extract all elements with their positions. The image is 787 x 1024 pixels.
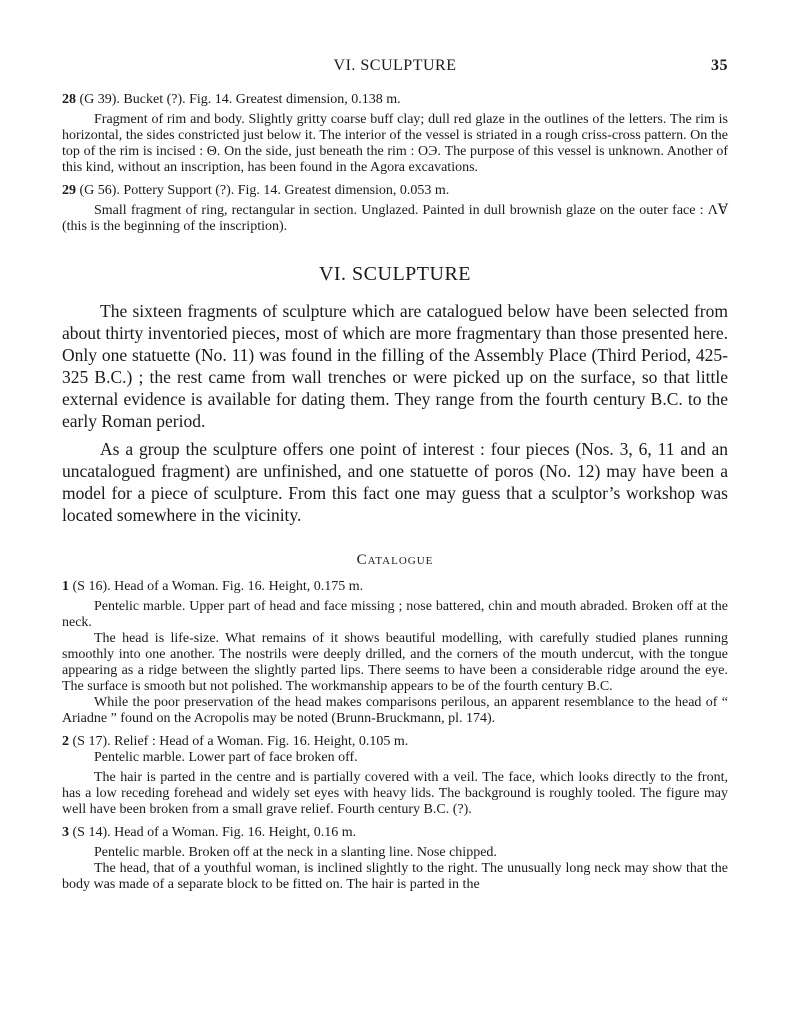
entry-heading-text: (S 14). Head of a Woman. Fig. 16. Height, 0.16 m. [69, 825, 357, 840]
entry-paragraph: The head is life-size. What remains of it shows beautiful modelling, with carefully studied planes running smoothly into one another. The nostrils were deeply drilled, and the corners of the mouth undercut, with the tongue appearing as a ridge between the slightly parted lips. There seems to have been a considerable ridge around the eye. The surface is smooth but not polished. The workmanship appears to be of the fourth century B.C. [62, 631, 728, 694]
entry-number: 28 [62, 92, 76, 107]
entry-heading [62, 183, 728, 199]
entry-paragraph: Pentelic marble. Upper part of head and face missing ; nose battered, chin and mouth abraded. Broken off at the neck. [62, 599, 728, 630]
entry-paragraph: The hair is parted in the centre and is partially covered with a veil. The face, which looks directly to the front, has a low receding forehead and widely set eyes with heavy lids. The background is roughly tooled. The figure may well have been broken from a small grave relief. Fourth century B.C. (?). [62, 770, 728, 817]
catalogue-entry-heading [62, 825, 728, 841]
entry-number: 29 [62, 183, 76, 198]
entry-paragraph: Fragment of rim and body. Slightly gritty coarse buff clay; dull red glaze in the outlines of the letters. The rim is horizontal, the sides constricted just below it. The interior of the vessel is striated in a rough criss-cross pattern. On the top of the rim is incised : Θ. On the side, just beneath the rim : OЭ. The purpose of this vessel is unknown. Another of this kind, without an inscription, has been found in the Agora excavations. [62, 112, 728, 175]
intro-paragraph: The sixteen fragments of sculpture which are catalogued below have been selected from about thirty inventoried pieces, most of which are more fragmentary than those presented here. Only one statuette (No. 11) was found in the filling of the Assembly Place (Third Period, 425-325 B.C.) ; the rest came from wall trenches or were picked up on the surface, so that little external evidence is available for dating them. They range from the fourth century B.C. to the early Roman period. [62, 301, 728, 431]
entry-number: 2 [62, 734, 69, 749]
entry-number: 1 [62, 579, 69, 594]
entry-number: 3 [62, 825, 69, 840]
entry-heading-text: (G 56). Pottery Support (?). Fig. 14. Greatest dimension, 0.053 m. [76, 183, 450, 198]
catalogue-heading: Catalogue [356, 552, 434, 568]
catalogue-entry-heading [62, 579, 728, 595]
section-title: VI. SCULPTURE [318, 263, 472, 285]
entry-heading-text: (G 39). Bucket (?). Fig. 14. Greatest dimension, 0.138 m. [76, 92, 401, 107]
running-header [62, 57, 728, 77]
running-title: VI. SCULPTURE [333, 57, 457, 74]
entry-paragraph: While the poor preservation of the head makes comparisons perilous, an apparent resemblance to the head of “ Ariadne ” found on the Acropolis may be noted (Brunn-Bruckmann, pl. 174). [62, 695, 728, 726]
page-number: 35 [711, 57, 728, 74]
catalogue-entry-heading [62, 734, 728, 750]
intro-paragraph: As a group the sculpture offers one point of interest : four pieces (Nos. 3, 6, 11 and an uncatalogued fragment) are unfinished, and one statuette of poros (No. 12) may have been a model for a piece of sculpture. From this fact one may guess that a sculptor’s workshop was located somewhere in the vicinity. [62, 439, 728, 525]
page-content [62, 92, 728, 893]
entry-paragraph: The head, that of a youthful woman, is inclined slightly to the right. The unusually long neck may show that the body was made of a separate block to be fitted on. The hair is parted in the [62, 861, 728, 892]
entry-paragraph: Pentelic marble. Lower part of face broken off. [94, 750, 358, 765]
entry-heading [62, 92, 728, 108]
entry-paragraph: Pentelic marble. Broken off at the neck in a slanting line. Nose chipped. [94, 845, 497, 860]
entry-heading-text: (S 17). Relief : Head of a Woman. Fig. 16. Height, 0.105 m. [69, 734, 409, 749]
entry-paragraph: Small fragment of ring, rectangular in section. Unglazed. Painted in dull brownish glaze on the outer face : ΛⱯ (this is the beginning of the inscription). [62, 203, 728, 234]
entry-heading-text: (S 16). Head of a Woman. Fig. 16. Height, 0.175 m. [69, 579, 364, 594]
